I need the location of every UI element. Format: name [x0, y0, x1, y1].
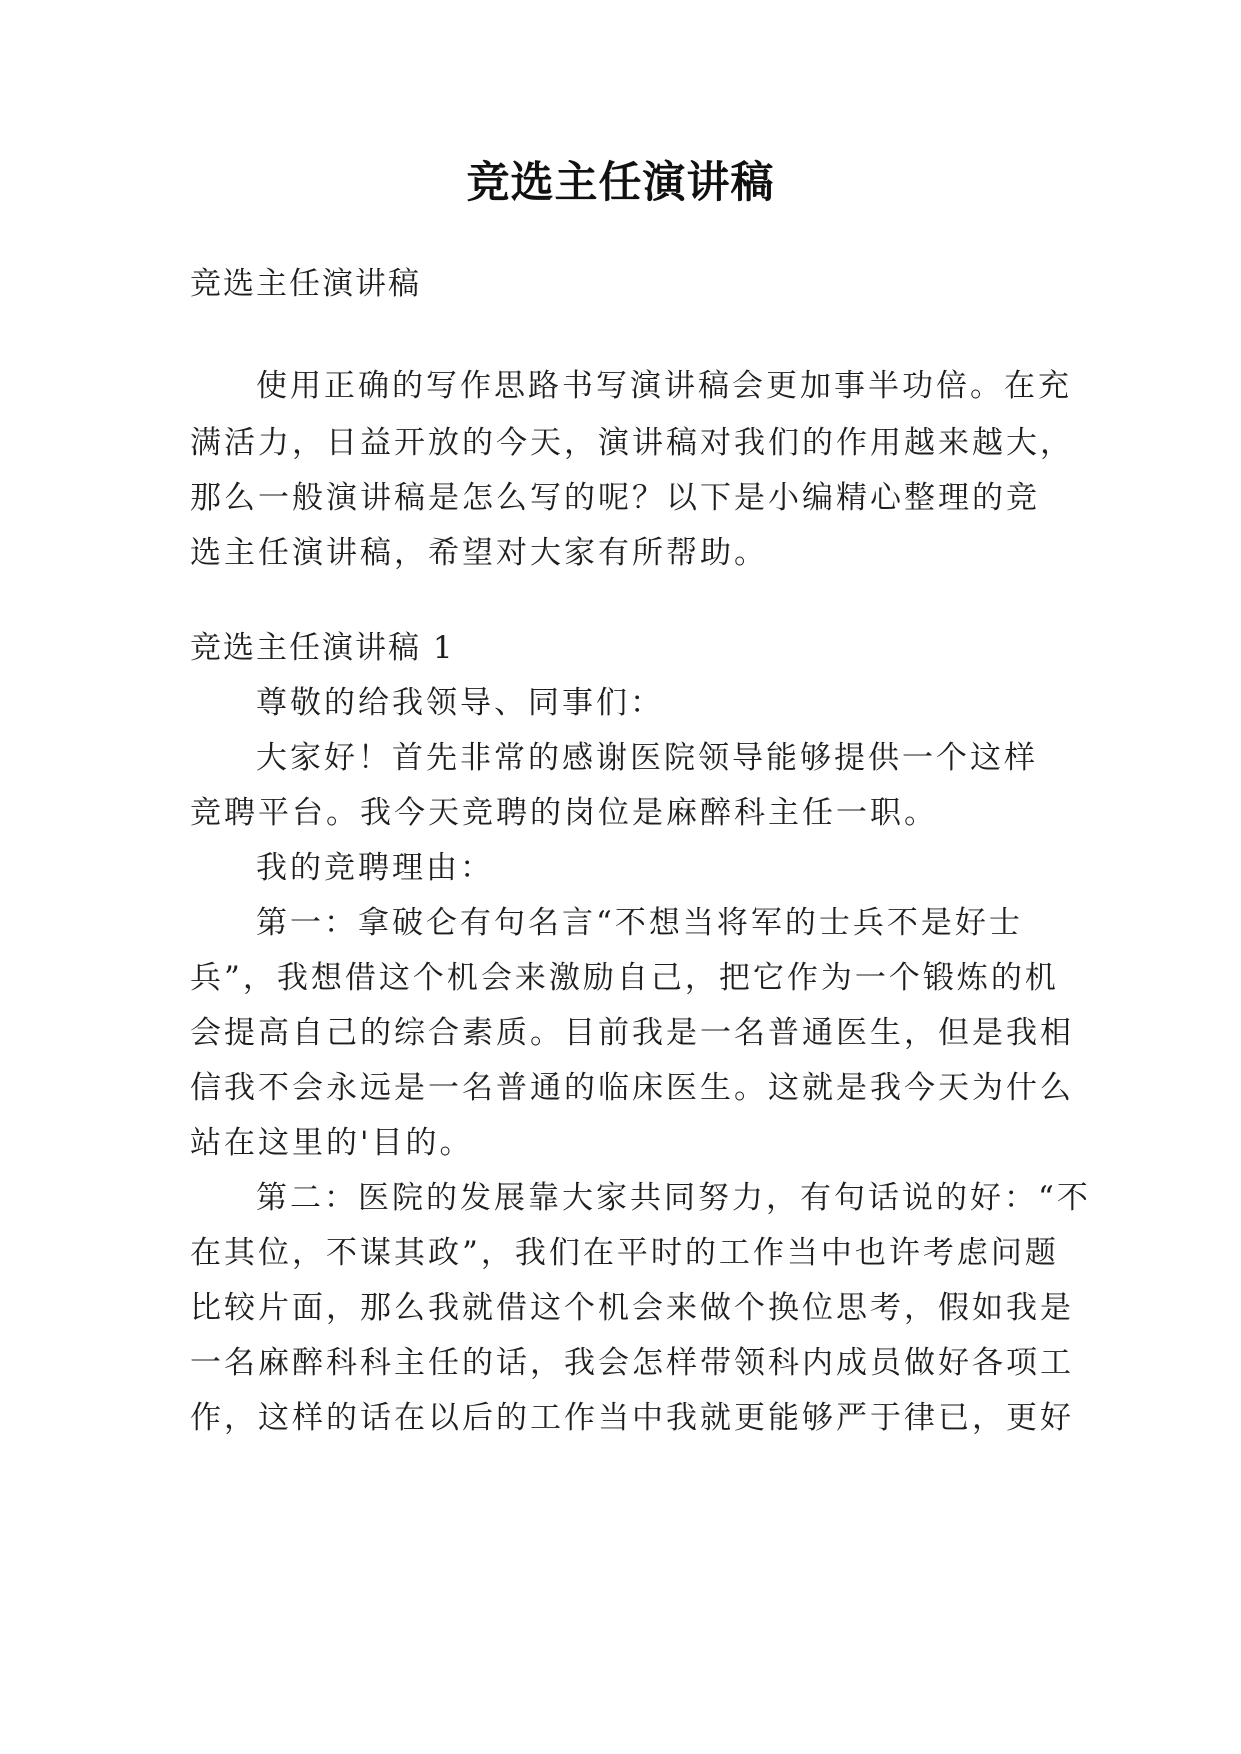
body-line: 兵”，我想借这个机会来激励自己，把它作为一个锻炼的机 — [190, 960, 1059, 996]
body-line: 尊敬的给我领导、同事们： — [256, 685, 664, 721]
intro-line: 满活力，日益开放的今天，演讲稿对我们的作用越来越大， — [190, 425, 1074, 461]
body-line: 比较片面，那么我就借这个机会来做个换位思考，假如我是 — [190, 1290, 1074, 1326]
intro-line: 选主任演讲稿，希望对大家有所帮助。 — [190, 535, 768, 571]
intro-line: 使用正确的写作思路书写演讲稿会更加事半功倍。在充 — [256, 368, 1072, 404]
document-title: 竞选主任演讲稿 — [466, 158, 775, 208]
body-line: 我的竞聘理由： — [256, 850, 494, 886]
section-title: 竞选主任演讲稿 1 — [190, 630, 455, 666]
body-line: 站在这里的'目的。 — [190, 1125, 474, 1161]
body-line: 竞聘平台。我今天竞聘的岗位是麻醉科主任一职。 — [190, 795, 938, 831]
body-line: 第二：医院的发展靠大家共同努力，有句话说的好：“不 — [256, 1180, 1091, 1216]
body-line: 第一：拿破仑有句名言“不想当将军的士兵不是好士 — [256, 905, 1023, 941]
body-line: 在其位，不谋其政”，我们在平时的工作当中也许考虑问题 — [190, 1235, 1059, 1271]
intro-line: 那么一般演讲稿是怎么写的呢？以下是小编精心整理的竞 — [190, 480, 1040, 516]
body-line: 信我不会永远是一名普通的临床医生。这就是我今天为什么 — [190, 1070, 1074, 1106]
body-line: 大家好！首先非常的感谢医院领导能够提供一个这样 — [256, 740, 1038, 776]
body-line: 作，这样的话在以后的工作当中我就更能够严于律已，更好 — [190, 1400, 1074, 1436]
body-line: 会提高自己的综合素质。目前我是一名普通医生，但是我相 — [190, 1015, 1074, 1051]
body-line: 一名麻醉科科主任的话，我会怎样带领科内成员做好各项工 — [190, 1345, 1074, 1381]
document-subtitle: 竞选主任演讲稿 — [190, 266, 421, 302]
